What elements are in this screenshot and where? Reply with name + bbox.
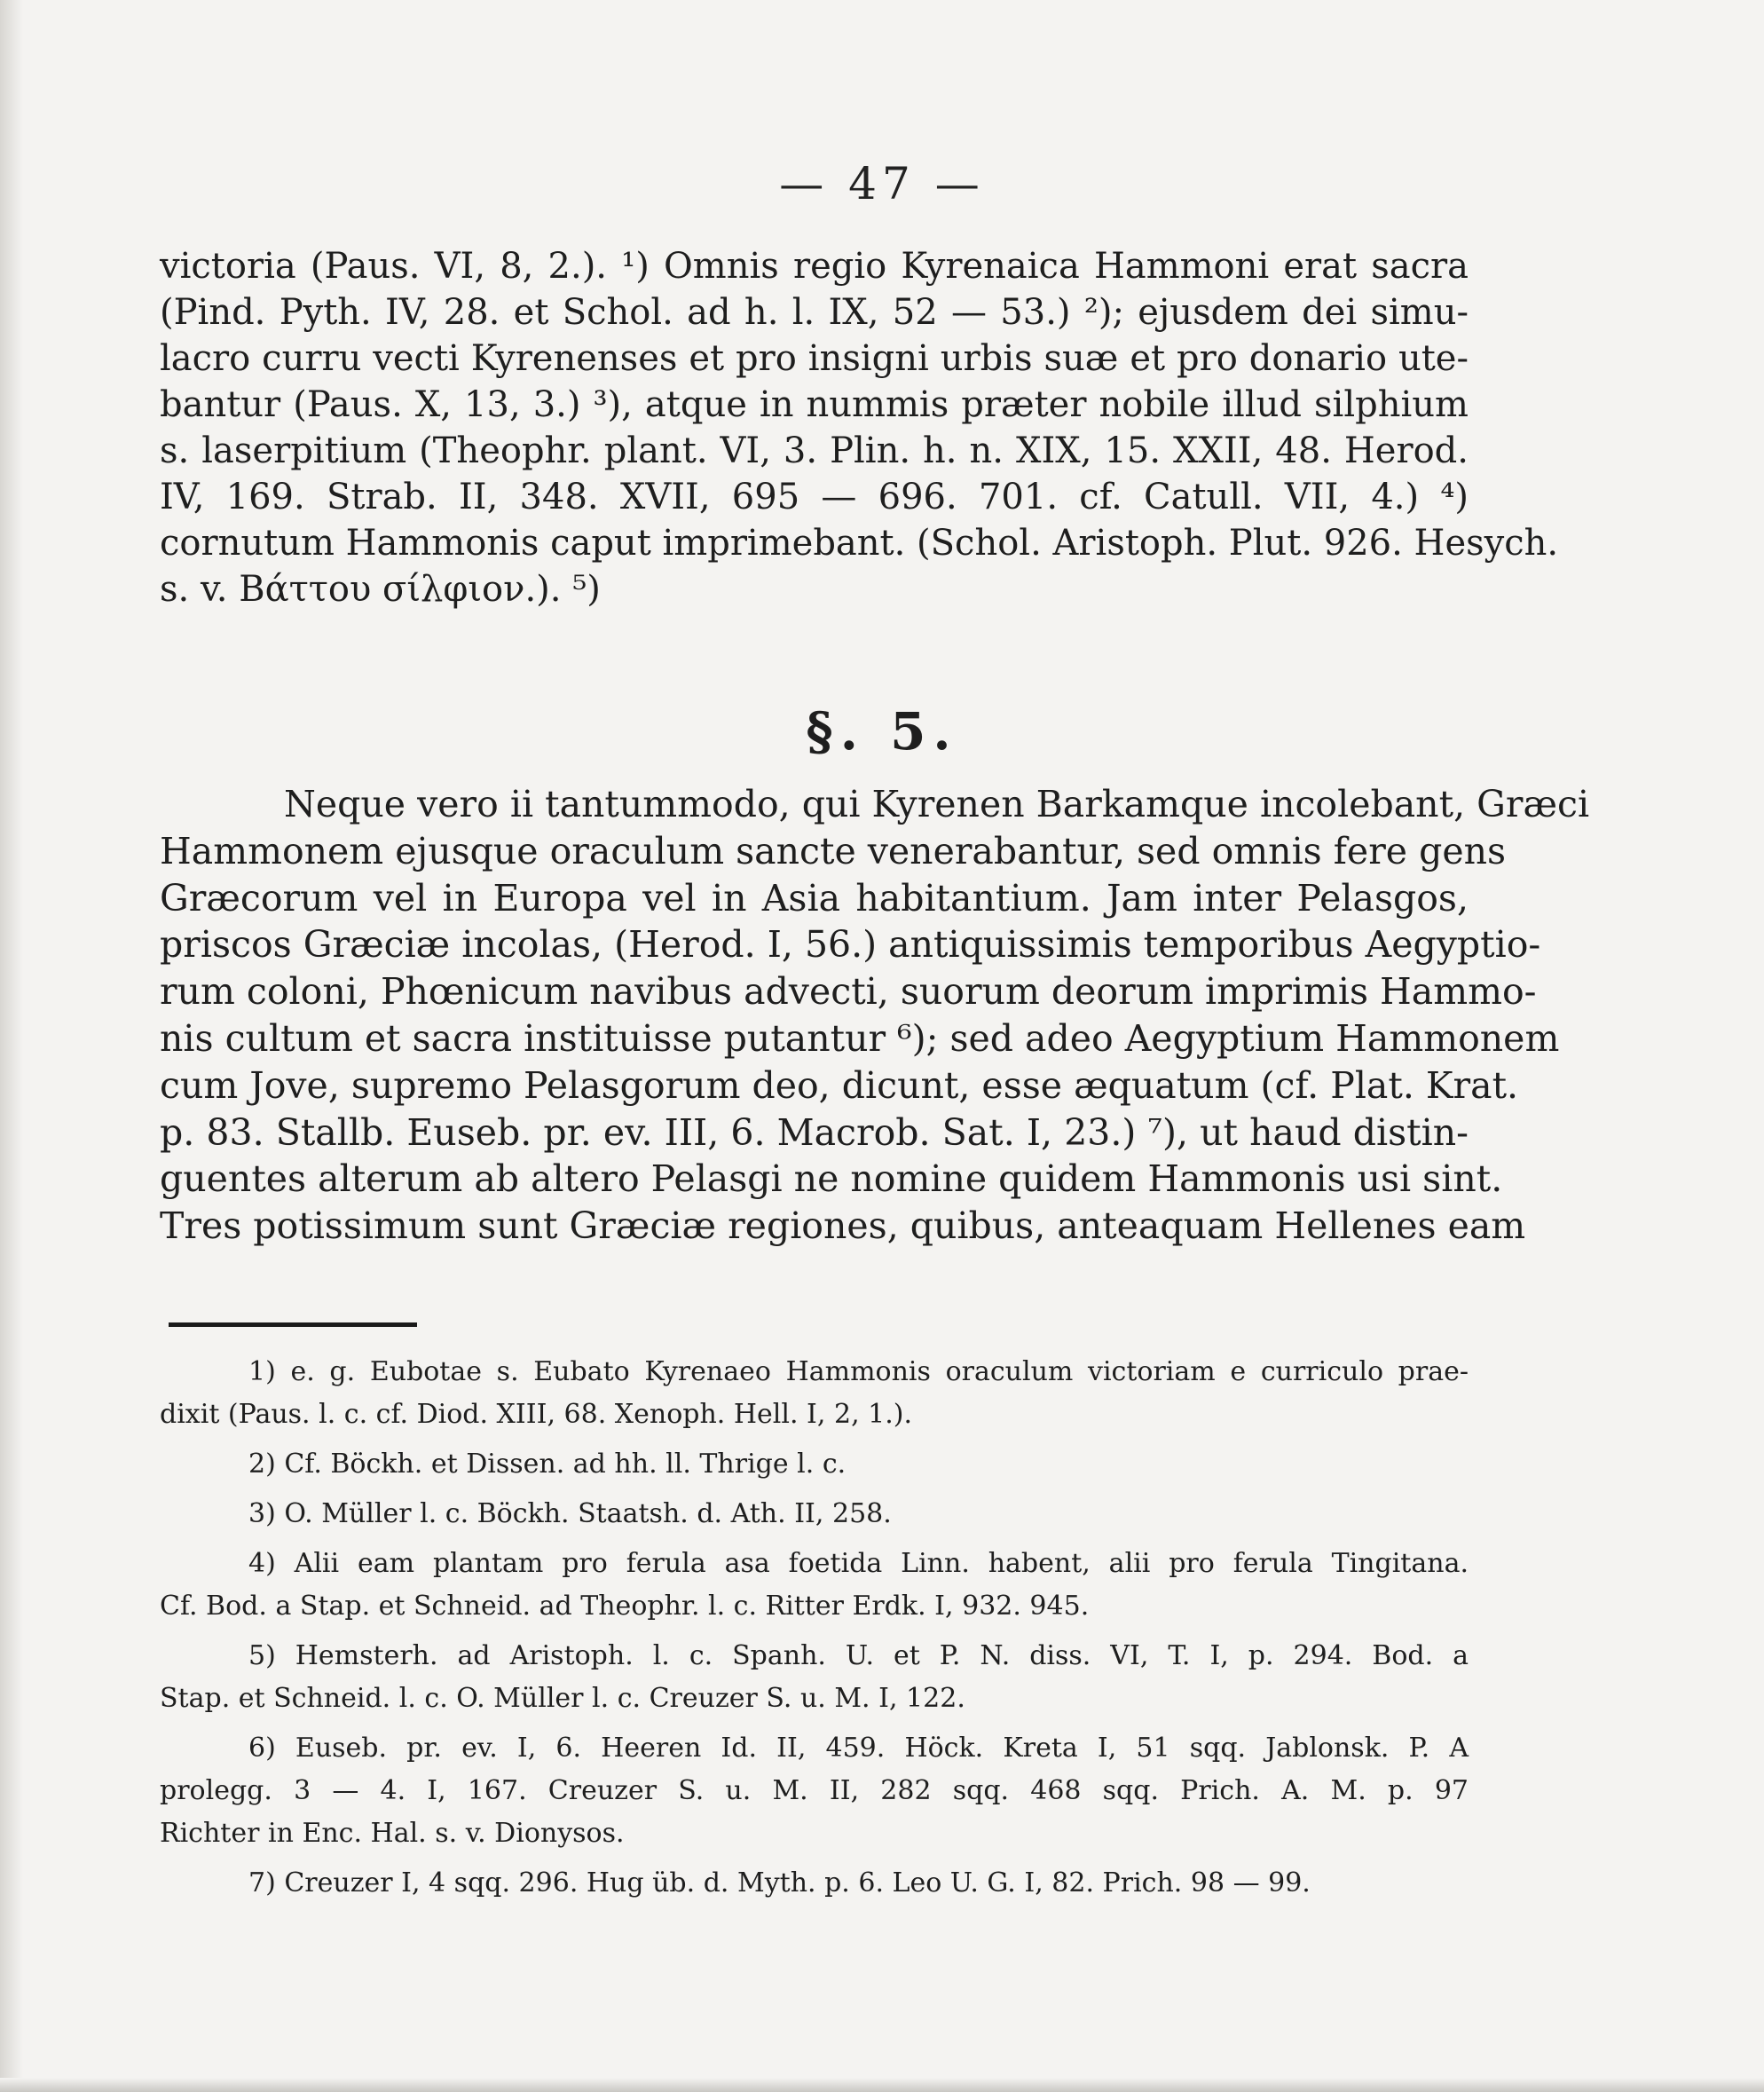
footnote-line: 6) Euseb. pr. ev. I, 6. Heeren Id. II, 459. Höck. Kreta I, 51 sqq. Jablonsk. P. A [248, 1733, 1469, 1764]
footnote-gap [160, 1905, 1469, 1912]
text-line: Græcorum vel in Europa vel in Asia habitantium. Jam inter Pelasgos, [160, 876, 1469, 920]
footnote-line: 4) Alii eam plantam pro ferula asa foetida Linn. habent, alii pro ferula Tingitana. [248, 1548, 1469, 1579]
footnote-line: dixit (Paus. l. c. cf. Diod. XIII, 68. Xenoph. Hell. I, 2, 1.). [160, 1399, 912, 1430]
footnote-line: Stap. et Schneid. l. c. O. Müller l. c. Creuzer S. u. M. I, 122. [160, 1683, 965, 1714]
footnote-line: prolegg. 3 — 4. I, 167. Creuzer S. u. M. II, 282 sqq. 468 sqq. Prich. A. M. p. 97 [160, 1775, 1469, 1806]
text-line: guentes alterum ab altero Pelasgi ne nomine quidem Hammonis usi sint. [160, 1157, 1503, 1201]
text-line: victoria (Paus. VI, 8, 2.). ¹) Omnis regio Kyrenaica Hammoni erat sacra [160, 246, 1469, 287]
page-spine-shadow [0, 0, 23, 2092]
section-heading: §. 5. [806, 701, 958, 762]
page-bottom-shadow [0, 2078, 1764, 2092]
page-number: — 47 — [779, 158, 985, 209]
footnote [160, 1727, 1469, 1855]
text-line: Neque vero ii tantummodo, qui Kyrenen Barkamque incolebant, Græci [284, 783, 1590, 825]
footnote-gap [160, 1720, 1469, 1727]
footnote [160, 1493, 1469, 1535]
text-line: lacro curru vecti Kyrenenses et pro insigni urbis suæ et pro donario ute- [160, 338, 1469, 379]
text-line: rum coloni, Phœnicum navibus advecti, suorum deorum imprimis Hammo- [160, 970, 1537, 1014]
footnote-line: 1) e. g. Eubotae s. Eubato Kyrenaeo Hammonis oraculum victoriam e curriculo prae- [248, 1356, 1469, 1387]
footnote-rule [169, 1322, 417, 1327]
text-line: Tres potissimum sunt Græciæ regiones, quibus, anteaquam Hellenes eam [160, 1204, 1526, 1248]
text-line: cum Jove, supremo Pelasgorum deo, dicunt, esse æquatum (cf. Plat. Krat. [160, 1063, 1519, 1107]
footnote [160, 1635, 1469, 1720]
footnote [160, 1862, 1469, 1905]
footnote-line: 5) Hemsterh. ad Aristoph. l. c. Spanh. U. et P. N. diss. VI, T. I, p. 294. Bod. a [248, 1640, 1469, 1671]
text-line: s. laserpitium (Theophr. plant. VI, 3. Plin. h. n. XIX, 15. XXII, 48. Herod. [160, 430, 1469, 471]
footnote-gap [160, 1855, 1469, 1862]
text-line: cornutum Hammonis caput imprimebant. (Schol. Aristoph. Plut. 926. Hesych. [160, 523, 1559, 564]
footnote [160, 1351, 1469, 1436]
footnotes [160, 1351, 1469, 1912]
text-line: nis cultum et sacra instituisse putantur ⁶); sed adeo Aegyptium Hammonem [160, 1016, 1560, 1060]
footnote-gap [160, 1628, 1469, 1635]
text-line: s. v. Βάττου σίλφιον.). ⁵) [160, 569, 601, 610]
footnote-line: 3) O. Müller l. c. Böckh. Staatsh. d. Ath. II, 258. [248, 1498, 892, 1529]
footnote [160, 1443, 1469, 1486]
text-line: p. 83. Stallb. Euseb. pr. ev. III, 6. Macrob. Sat. I, 23.) ⁷), ut haud distin- [160, 1110, 1469, 1154]
footnote-line: Cf. Bod. a Stap. et Schneid. ad Theophr. l. c. Ritter Erdk. I, 932. 945. [160, 1591, 1090, 1622]
text-line: bantur (Paus. X, 13, 3.) ³), atque in nummis præter nobile illud silphium [160, 384, 1469, 425]
text-line: IV, 169. Strab. II, 348. XVII, 695 — 696. 701. cf. Catull. VII, 4.) ⁴) [160, 477, 1469, 517]
text-line: Hammonem ejusque oraculum sancte venerabantur, sed omnis fere gens [160, 829, 1507, 872]
footnote-line: 2) Cf. Böckh. et Dissen. ad hh. ll. Thrige l. c. [248, 1449, 847, 1480]
text-line: priscos Græciæ incolas, (Herod. I, 56.) antiquissimis temporibus Aegyptio- [160, 923, 1541, 967]
footnote-gap [160, 1436, 1469, 1443]
continued-paragraph [160, 243, 1559, 612]
footnote-line: Richter in Enc. Hal. s. v. Dionysos. [160, 1818, 625, 1849]
footnote-gap [160, 1535, 1469, 1543]
footnote-gap [160, 1486, 1469, 1493]
footnote-line: 7) Creuzer I, 4 sqq. 296. Hug üb. d. Myth. p. 6. Leo U. G. I, 82. Prich. 98 — 99. [248, 1867, 1311, 1899]
text-line: (Pind. Pyth. IV, 28. et Schol. ad h. l. IX, 52 — 53.) ²); ejusdem dei simu- [160, 292, 1469, 333]
section-paragraph [160, 781, 1590, 1250]
footnote [160, 1543, 1469, 1628]
